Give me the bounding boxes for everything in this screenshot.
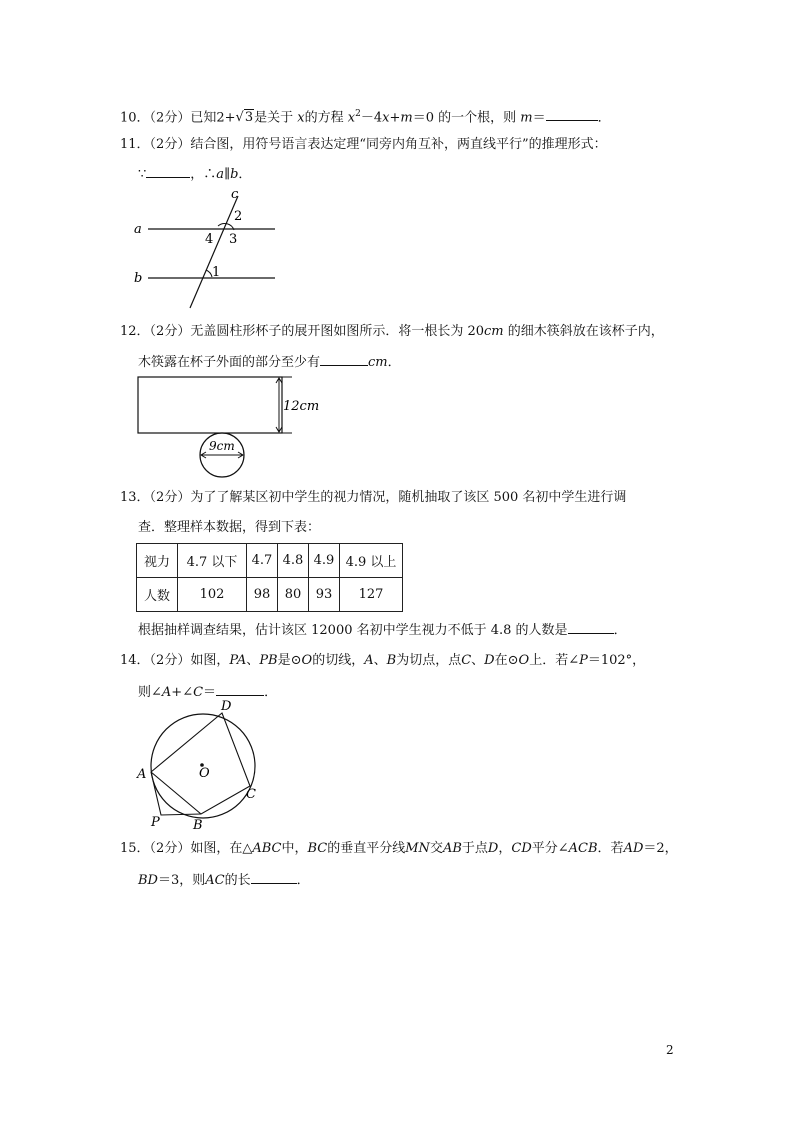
question-15: 15．（2分）如图，在△ABC中，BC的垂直平分线MN交AB于点D，CD平分∠ACB．若AD＝2， [120, 841, 678, 856]
height-label: 12cm [283, 399, 320, 414]
table-cell: 4.7 [247, 544, 278, 578]
table-row [137, 578, 403, 612]
question-12-line2: 木筷露在杯子外面的部分至少有 cm． [138, 352, 698, 373]
label-c: c [231, 187, 239, 202]
label-D: D [221, 700, 232, 714]
question-13-line3: 根据抽样调查结果，估计该区 12000 名初中学生视力不低于 4.8 的人数是 ． [138, 620, 698, 641]
question-11: 11．（2分）结合图，用符号语言表达定理“同旁内角互补，两直线平行”的推理形式： [120, 137, 607, 152]
question-14: 14．（2分）如图，PA、PB是⊙O的切线，A、B为切点，点C、D在⊙O上．若∠P＝102°， [120, 653, 646, 668]
angle-label-4: 4 [205, 232, 214, 247]
table-cell: 127 [340, 578, 403, 612]
question-10: 10．（2分）已知2+√3是关于 x的方程 $x^2-4x+m=0$ 的一个根，则 m＝ ． [120, 104, 680, 128]
cup-net-figure [134, 372, 334, 484]
table-row [137, 544, 403, 578]
vision-table [136, 543, 403, 612]
table-cell: 93 [309, 578, 340, 612]
line-c [190, 196, 238, 308]
question-13: 13．（2分）为了了解某区初中学生的视力情况，随机抽取了该区 500 名初中学生进行调 [120, 490, 627, 505]
question-11-line2: ∵ ，∴a∥b． [138, 164, 698, 185]
label-b: b [134, 271, 143, 286]
table-cell: 4.9 以上 [340, 544, 403, 578]
answer-blank[interactable] [251, 870, 297, 884]
question-14-line2: 则∠A+∠C＝ ． [138, 682, 698, 703]
answer-blank[interactable] [216, 682, 264, 696]
sqrt-symbol: √3 [235, 110, 254, 126]
q12-number: 12．（2分） [120, 324, 191, 339]
question-13-line2: 查．整理样本数据，得到下表： [138, 520, 321, 535]
table-cell: 4.7 以下 [178, 544, 247, 578]
table-cell: 4.8 [278, 544, 309, 578]
angle-label-2: 2 [234, 209, 243, 224]
angle-label-3: 3 [229, 232, 238, 247]
parallel-lines-figure [130, 186, 290, 316]
q11-number: 11．（2分） [120, 137, 191, 152]
label-A: A [137, 767, 147, 782]
angle-label-1: 1 [212, 265, 221, 280]
table-cell: 人数 [137, 578, 178, 612]
table-cell: 4.9 [309, 544, 340, 578]
table-cell: 102 [178, 578, 247, 612]
quadrilateral-adcb [151, 713, 250, 814]
label-B: B [193, 818, 203, 833]
label-a: a [134, 222, 142, 237]
table-cell: 98 [247, 578, 278, 612]
q13-number: 13．（2分） [120, 490, 191, 505]
circle-tangent-figure [132, 700, 272, 835]
answer-blank[interactable] [568, 620, 614, 634]
q10-number: 10．（2分） [120, 110, 191, 126]
label-O: O [199, 766, 210, 781]
answer-blank[interactable] [320, 352, 368, 366]
label-P: P [151, 815, 160, 830]
q14-number: 14．（2分） [120, 653, 191, 668]
q15-number: 15．（2分） [120, 841, 191, 856]
table-cell: 80 [278, 578, 309, 612]
table-cell: 视力 [137, 544, 178, 578]
answer-blank[interactable] [546, 107, 598, 121]
question-15-line2: BD＝3，则AC的长 ． [138, 870, 698, 891]
question-12: 12．（2分）无盖圆柱形杯子的展开图如图所示．将一根长为 20cm 的细木筷斜放在该杯子内， [120, 324, 664, 339]
label-C: C [246, 787, 256, 802]
page-number: 2 [666, 1043, 674, 1057]
answer-blank[interactable] [146, 164, 190, 178]
diameter-label: 9cm [209, 439, 235, 453]
cup-side-rectangle [138, 377, 282, 433]
